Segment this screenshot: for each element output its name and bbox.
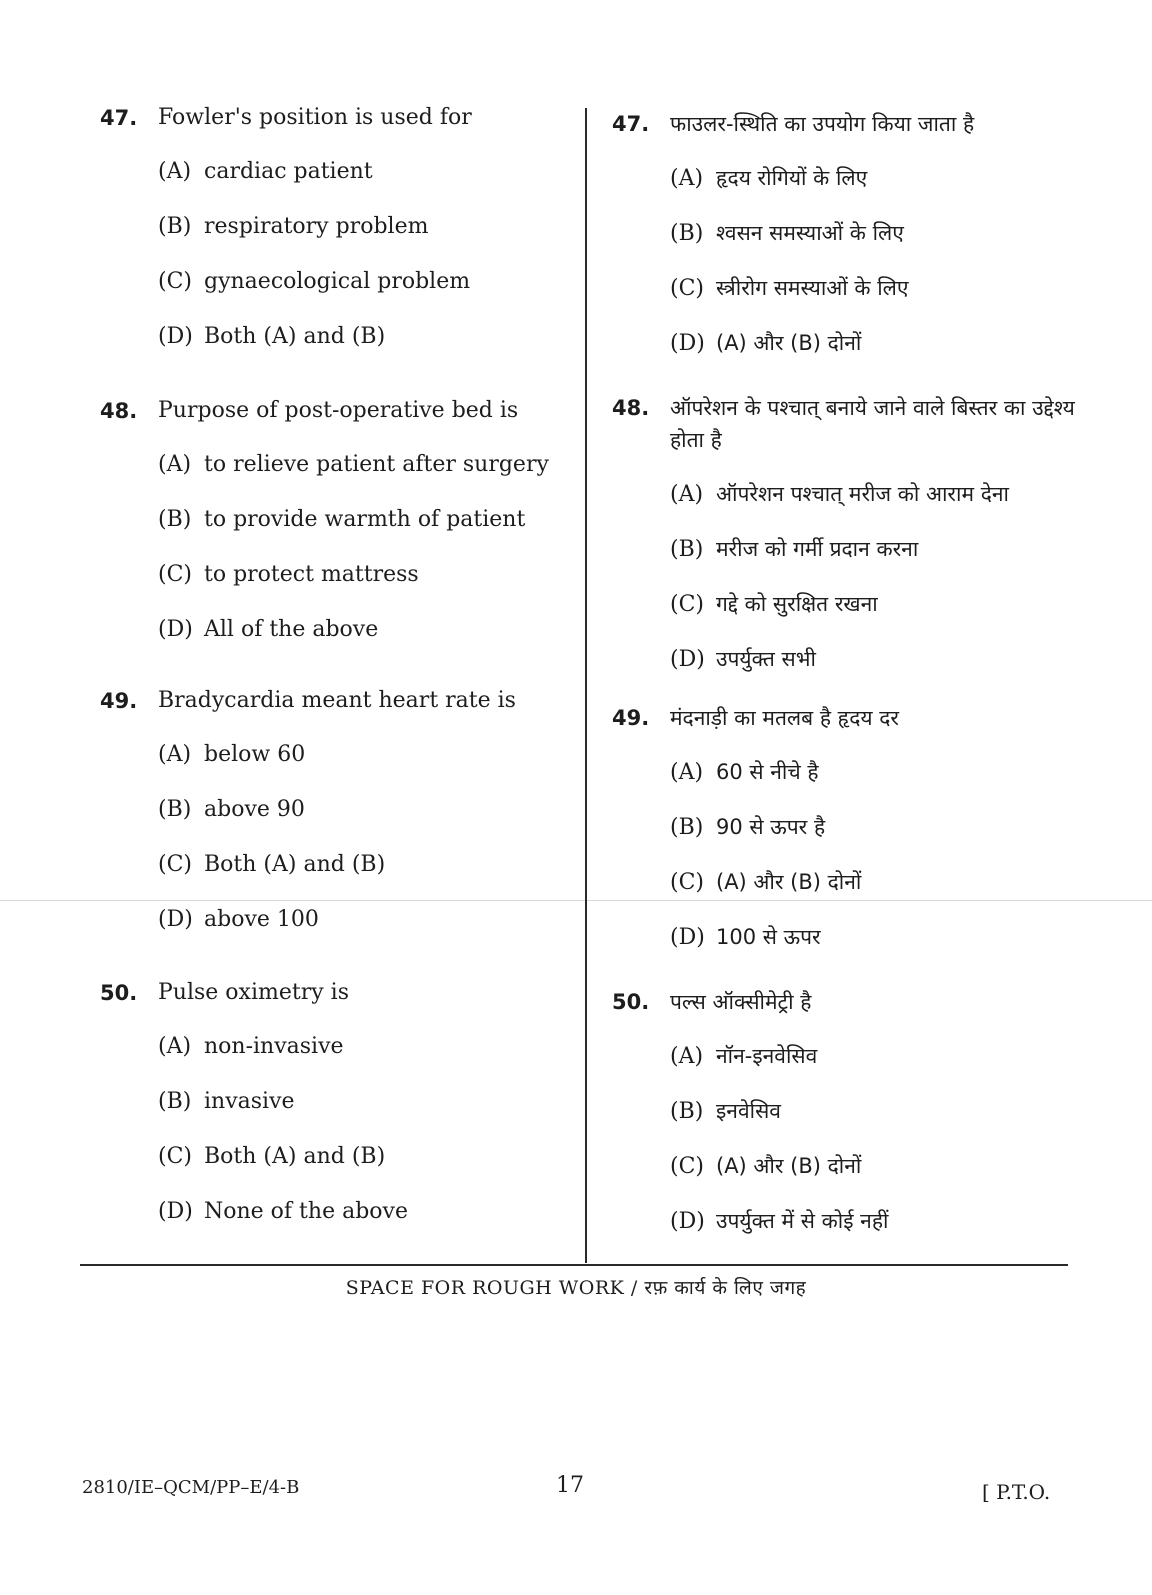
option-d: (D) 100 से ऊपर (670, 925, 821, 950)
question-text: मंदनाड़ी का मतलब है हृदय दर (670, 706, 899, 730)
question-number: 49. (100, 689, 138, 713)
option-a: (A) cardiac patient (158, 159, 373, 184)
page-number: 17 (556, 1473, 584, 1498)
option-list (612, 478, 1112, 698)
question-number: 47. (612, 112, 650, 136)
option-a: (A) to relieve patient after surgery (158, 452, 549, 477)
option-a: (A) नॉन-इनवेसिव (670, 1044, 818, 1069)
option-b: (B) मरीज को गर्मी प्रदान करना (670, 537, 919, 562)
question-number: 48. (612, 396, 650, 420)
question-text: ऑपरेशन के पश्चात् बनाये जाने वाले बिस्तर का उद्देश्य होता है (670, 396, 1075, 452)
option-b: (B) श्वसन समस्याओं के लिए (670, 221, 904, 246)
option-c: (C) (A) और (B) दोनों (670, 1154, 862, 1179)
column-divider (585, 108, 587, 1263)
option-list (100, 739, 580, 959)
question-text: Bradycardia meant heart rate is (158, 688, 516, 713)
option-list (612, 1040, 1112, 1260)
option-b: (B) above 90 (158, 797, 305, 822)
pto-label: [ P.T.O. (982, 1480, 1051, 1504)
paper-code: 2810/IE–QCM/PP–E/4-B (82, 1477, 300, 1498)
question-47-en (100, 102, 580, 376)
question-text: पल्स ऑक्सीमेट्री है (670, 990, 812, 1014)
option-d: (D) above 100 (158, 907, 319, 932)
question-47-hi (612, 108, 1112, 382)
question-number: 50. (612, 990, 650, 1014)
option-list (612, 162, 1112, 382)
option-d: (D) (A) और (B) दोनों (670, 331, 862, 356)
question-48-en (100, 395, 580, 669)
option-a: (A) 60 से नीचे है (670, 760, 819, 785)
option-c: (C) Both (A) and (B) (158, 1144, 386, 1169)
question-49-en (100, 685, 580, 959)
option-a: (A) ऑपरेशन पश्चात् मरीज को आराम देना (670, 482, 1009, 507)
option-b: (B) respiratory problem (158, 214, 429, 239)
question-48-hi (612, 392, 1112, 698)
question-49-hi (612, 702, 1112, 976)
option-d: (D) None of the above (158, 1199, 408, 1224)
option-d: (D) उपर्युक्त सभी (670, 647, 816, 672)
option-b: (B) इनवेसिव (670, 1099, 781, 1124)
question-50-en (100, 977, 580, 1251)
option-list (100, 1031, 580, 1251)
option-c: (C) (A) और (B) दोनों (670, 870, 862, 895)
question-50-hi (612, 986, 1112, 1260)
question-number: 49. (612, 706, 650, 730)
question-text: Pulse oximetry is (158, 980, 349, 1005)
option-a: (A) non-invasive (158, 1034, 344, 1059)
option-d: (D) उपर्युक्त में से कोई नहीं (670, 1209, 889, 1234)
option-d: (D) All of the above (158, 617, 379, 642)
question-number: 50. (100, 981, 138, 1005)
question-text: फाउलर-स्थिति का उपयोग किया जाता है (670, 112, 975, 136)
question-text: Fowler's position is used for (158, 105, 472, 130)
option-c: (C) गद्दे को सुरक्षित रखना (670, 592, 878, 617)
option-b: (B) to provide warmth of patient (158, 507, 526, 532)
option-c: (C) Both (A) and (B) (158, 852, 386, 877)
option-a: (A) below 60 (158, 742, 306, 767)
option-c: (C) स्त्रीरोग समस्याओं के लिए (670, 276, 909, 301)
option-b: (B) invasive (158, 1089, 295, 1114)
option-d: (D) Both (A) and (B) (158, 324, 386, 349)
question-text: Purpose of post-operative bed is (158, 398, 519, 423)
rough-work-rule (80, 1264, 1068, 1266)
option-a: (A) हृदय रोगियों के लिए (670, 166, 868, 191)
option-b: (B) 90 से ऊपर है (670, 815, 826, 840)
question-number: 47. (100, 106, 138, 130)
question-number: 48. (100, 399, 138, 423)
option-c: (C) to protect mattress (158, 562, 419, 587)
option-c: (C) gynaecological problem (158, 269, 471, 294)
option-list (100, 449, 580, 669)
rough-work-caption: SPACE FOR ROUGH WORK / रफ़ कार्य के लिए जगह (345, 1277, 807, 1299)
option-list (100, 156, 580, 376)
option-list (612, 756, 1112, 976)
